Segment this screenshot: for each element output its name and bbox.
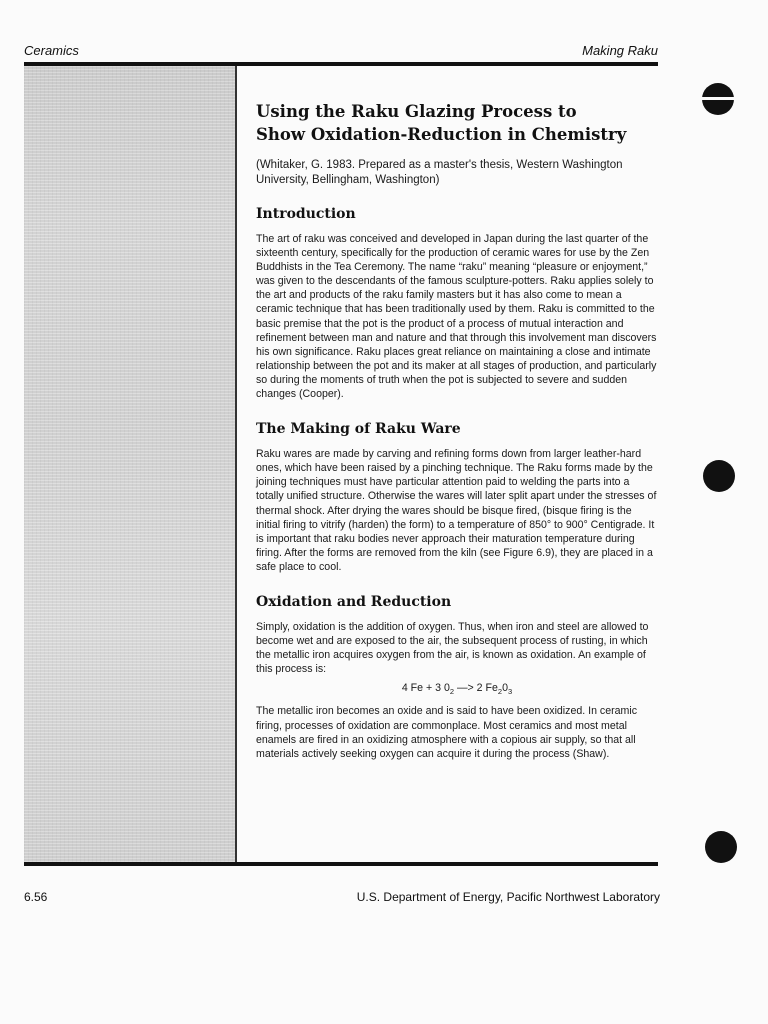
- equation-sub-1: 2: [449, 687, 455, 697]
- equation-sub-3: 3: [507, 687, 513, 697]
- oxidation-paragraph-1: Simply, oxidation is the addition of oxygen. Thus, when iron and steel are allowed to become wet and are exposed to the air, the subsequent process of rusting, in which the metallic iron acquires oxygen from the air, is known as oxidation. An example of this process is:: [256, 620, 649, 676]
- binder-hole-mark-middle: [703, 460, 735, 492]
- shaded-sidebar: [24, 66, 235, 862]
- article-body: [256, 100, 658, 761]
- column-divider: [235, 66, 237, 862]
- section-heading-introduction: Introduction: [256, 206, 356, 222]
- section-heading-oxidation-reduction: Oxidation and Reduction: [256, 593, 452, 610]
- equation-part-1: 4 Fe + 3 0: [401, 682, 450, 695]
- citation: (Whitaker, G. 1983. Prepared as a master's thesis, Western Washington University, Bellingham, Washington): [256, 159, 623, 186]
- making-raku-paragraph: Raku wares are made by carving and refining forms down from larger leather-hard ones, which have been raised by a pinching technique. The Raku forms made by the joining techniques must have particular attention paid to welding the parts into a totally unified structure. Otherwise the wares will later split apart under the stresses of thermal shock. After drying the wares should be bisque fired, (bisque firing is the initial firing to vitrify (harden) the form) to a temperature of 850° to 900° Centigrade. It is important that raku bodies never approach their maturation temperature during firing. After the forms are removed from the kiln (see Figure 6.9), they are placed in a safe place to cool.: [256, 448, 657, 573]
- equation-part-3: 0: [502, 682, 508, 695]
- binder-hole-mark-top: [702, 83, 734, 115]
- title-line-2: Show Oxidation-Reduction in Chemistry: [256, 125, 627, 144]
- article-title: [256, 100, 658, 146]
- equation-sub-2: 2: [497, 687, 503, 697]
- footer-organization: U.S. Department of Energy, Pacific Northwest Laboratory: [356, 890, 660, 904]
- binder-hole-mark-bottom: [705, 831, 737, 863]
- title-line-1: Using the Raku Glazing Process to: [256, 102, 577, 121]
- introduction-paragraph: The art of raku was conceived and developed in Japan during the last quarter of the sixteenth century, specifically for the production of ceramic wares for use by the Zen Buddhists in the Tea Ceremony. The name “raku” meaning “pleasure or enjoyment,” was given to the descendants of the famous sculpture-potters. Raku applies solely to the art and products of the raku family masters but it has also come to mean a ceramic technique that has been traditionally used by them. Raku is committed to the basic premise that the pot is the product of a process of mutual interaction and refinement between man and nature and that through this involvement man discovers his own significance. Raku places great reliance on maintaining a close and intimate relationship between the pot and its maker at all stages of production, and particularly so during the moments of truth when the pot is subjected to severe and sudden changes (Cooper).: [256, 233, 657, 401]
- section-heading-making-raku-ware: The Making of Raku Ware: [256, 421, 461, 438]
- oxidation-paragraph-2: The metallic iron becomes an oxide and is said to have been oxidized. In ceramic firing, processes of oxidation are commonplace. Most ceramics and most metal enamels are fired in an oxidizing atmosphere with a copious air supply, so that all materials actively seeking oxygen can acquire it during the process (Shaw).: [256, 705, 637, 760]
- running-header-right: Making Raku: [582, 43, 658, 58]
- page-number: 6.56: [24, 890, 48, 904]
- running-header-left: Ceramics: [24, 43, 79, 58]
- equation-part-2: —> 2 Fe: [454, 682, 498, 695]
- chemical-equation: [256, 680, 658, 700]
- bottom-rule: [24, 862, 658, 866]
